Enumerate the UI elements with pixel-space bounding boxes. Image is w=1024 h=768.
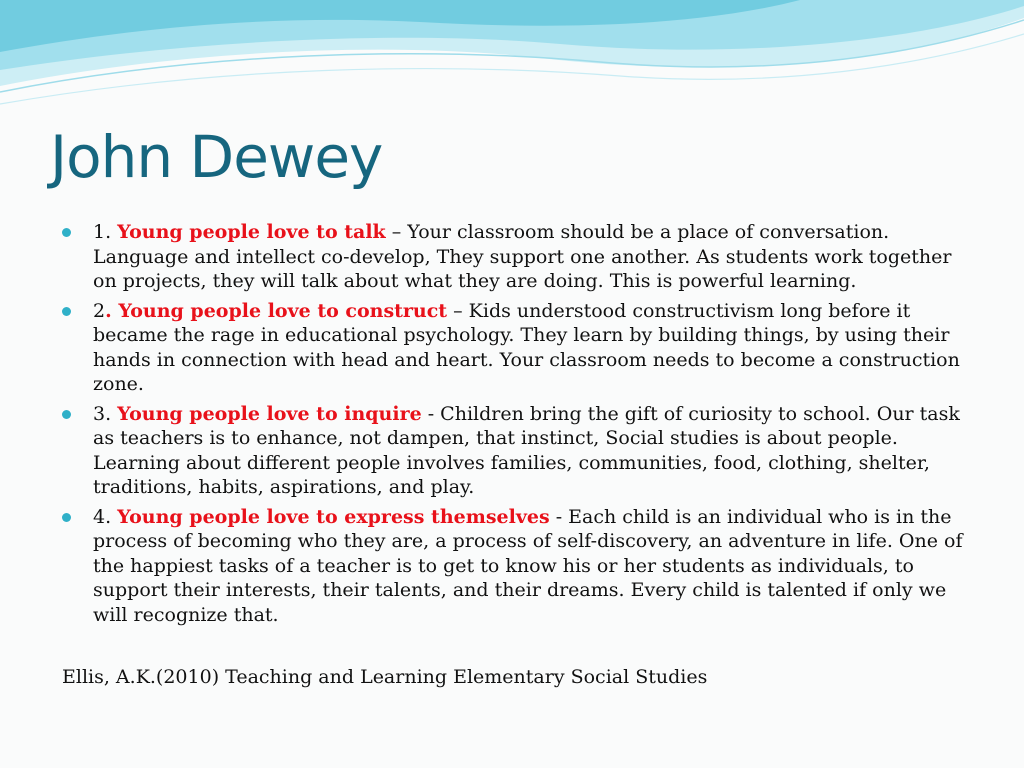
bullet-dot-icon bbox=[62, 307, 71, 316]
bullet-item bbox=[62, 402, 972, 500]
bullet-list bbox=[62, 220, 972, 632]
bullet-item bbox=[62, 299, 972, 397]
bullet-text: – Your classroom should be a place of conversation. Language and intellect co-develop, They support one another. As students work together on projects, they will talk about what they are doing. This is powerful learning. bbox=[93, 221, 952, 292]
bullet-highlight: Young people love to talk bbox=[117, 221, 386, 243]
bullet-text: - Each child is an individual who is in the process of becoming who they are, a process of self-discovery, an adventure in life. One of the happiest tasks of a teacher is to get to know his or her students as individuals, to support their interests, their talents, and their dreams. Every child is talented if only we will recognize that. bbox=[93, 505, 963, 626]
bullet-dot-icon bbox=[62, 513, 71, 522]
bullet-prefix: 2 bbox=[93, 299, 106, 322]
bullet-dot-icon bbox=[62, 410, 71, 419]
bullet-dot-icon bbox=[62, 228, 71, 237]
slide-title: John Dewey bbox=[50, 123, 383, 191]
bullet-text: - Children bring the gift of curiosity to school. Our task as teachers is to enhance, not dampen, that instinct, Social studies is about people. Learning about different people involves families, communities, food, clothing, shelter, traditions, habits, aspirations, and play. bbox=[93, 402, 960, 498]
bullet-prefix: 4. bbox=[93, 505, 118, 528]
bullet-highlight: Young people love to express themselves bbox=[117, 505, 550, 528]
bullet-highlight: . Young people love to construct bbox=[105, 299, 448, 322]
bullet-prefix: 3. bbox=[93, 402, 118, 425]
citation: Ellis, A.K.(2010) Teaching and Learning Elementary Social Studies bbox=[62, 666, 708, 688]
bullet-text: – Kids understood constructivism long before it became the rage in educational psychology. They learn by building things, by using their hands in connection with head and heart. Your classroom needs to become a construction zone. bbox=[93, 299, 960, 395]
bullet-item bbox=[62, 505, 972, 628]
bullet-item bbox=[62, 220, 972, 294]
header-wave-decoration bbox=[0, 0, 1024, 120]
bullet-highlight: Young people love to inquire bbox=[117, 402, 422, 425]
bullet-prefix: 1. bbox=[93, 221, 118, 243]
